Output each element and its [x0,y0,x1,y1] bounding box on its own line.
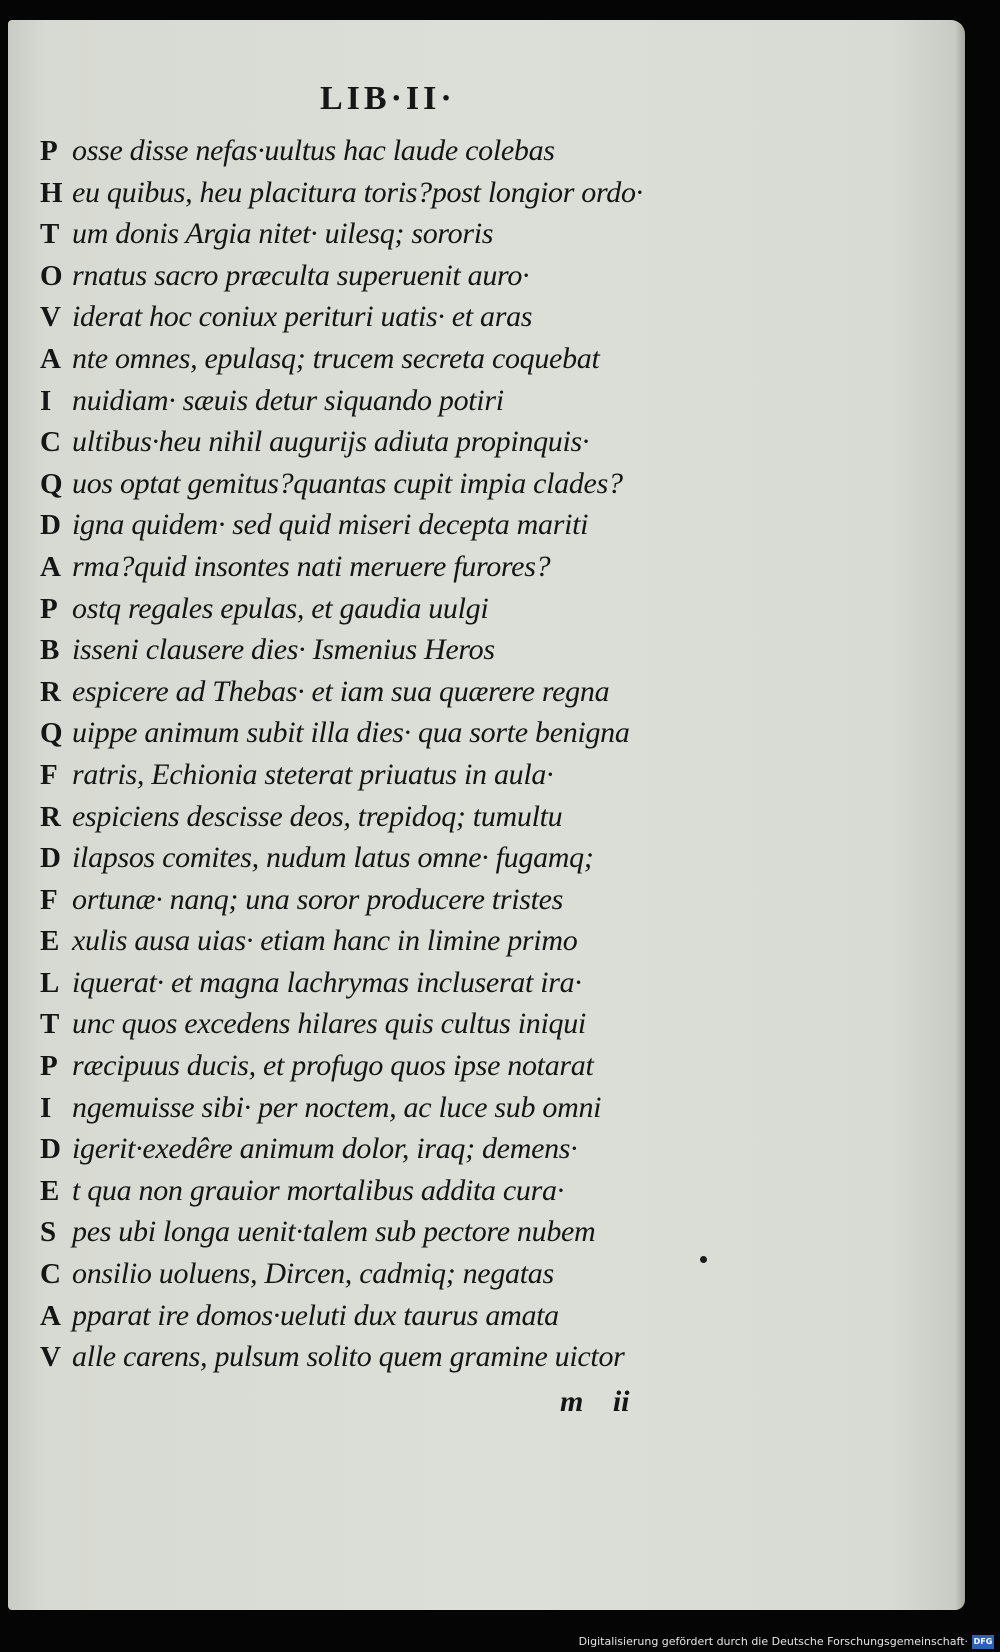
verse-initial: L [40,966,60,999]
verse-text: uippe animum subit illa dies· qua sorte benigna [72,716,630,750]
verse-text: eu quibus, heu placitura toris?post longior ordo· [72,175,643,209]
verse-initial: A [40,550,61,583]
verse-line [40,172,940,214]
verse-text: alle carens, pulsum solito quem gramine uictor [72,1340,625,1374]
verse-line [40,879,940,921]
verse-line [40,546,940,588]
verse-text: iderat hoc coniux perituri uatis· et aras [72,300,533,334]
verse-initial: A [40,342,61,375]
verse-text: ngemuisse sibi· per noctem, ac luce sub omni [72,1090,602,1124]
verse-line [40,1253,940,1295]
verse-line [40,338,940,380]
verse-initial: P [40,1050,58,1083]
verse-line [40,837,940,879]
dfg-logo-icon: DFG [972,1635,994,1649]
verse-line [40,671,940,713]
page-edge-shadow [955,20,965,1610]
verse-initial: V [40,301,61,334]
verse-line [40,1045,940,1087]
verse-text: um donis Argia nitet· uilesq; sororis [72,217,494,251]
verse-text: uos optat gemitus?quantas cupit impia clades? [72,466,623,500]
verse-line [40,1336,940,1378]
verse-initial: D [40,842,61,875]
verse-line [40,754,940,796]
verse-text: igerit·exedêre animum dolor, iraq; demens· [72,1132,578,1166]
verse-text: t qua non grauior mortalibus addita cura· [72,1173,564,1207]
verse-text: pparat ire domos·ueluti dux taurus amata [72,1298,559,1332]
verse-line [40,920,940,962]
verse-text: nte omnes, epulasq; trucem secreta coquebat [72,341,600,375]
verse-text: pes ubi longa uenit·talem sub pectore nubem [72,1215,596,1249]
verse-initial: I [40,384,52,417]
verse-line [40,296,940,338]
verse-initial: S [40,1216,57,1249]
verse-line [40,712,940,754]
verse-initial: D [40,1133,61,1166]
verse-initial: E [40,1174,60,1207]
verse-line [40,380,940,422]
footer-credit: Digitalisierung gefördert durch die Deutsche Forschungsgemeinschaft· [578,1635,968,1648]
verse-line [40,1295,940,1337]
verse-line [40,1170,940,1212]
running-head: LIB·II· [320,80,456,117]
verse-initial: T [40,218,60,251]
verse-text: espiciens descisse deos, trepidoq; tumultu [72,799,563,833]
verse-initial: R [40,675,61,708]
verse-line [40,504,940,546]
verse-line [40,421,940,463]
verse-line [40,588,940,630]
verse-initial: C [40,426,61,459]
verse-text: ratris, Echionia steterat priuatus in aula· [72,757,554,791]
verse-text: iquerat· et magna lachrymas incluserat ira· [72,965,582,999]
verse-initial: C [40,1258,61,1291]
verse-initial: Q [40,717,63,750]
verse-initial: P [40,135,58,167]
verse-line [40,1211,940,1253]
signature-mark: m ii [560,1385,630,1418]
verse-line [40,130,940,172]
verse-line [40,1087,940,1129]
verse-line [40,255,940,297]
verse-initial: Q [40,467,63,500]
verse-initial: I [40,1091,52,1124]
verse-line [40,1128,940,1170]
verse-text: ræcipuus ducis, et profugo quos ipse notarat [72,1049,594,1083]
verse-line [40,796,940,838]
verse-block [40,130,940,1378]
verse-line [40,213,940,255]
verse-text: osse disse nefas·uultus hac laude colebas [72,134,555,167]
verse-text: ortunæ· nanq; una soror producere tristes [72,882,564,916]
verse-text: unc quos excedens hilares quis cultus iniqui [72,1007,586,1041]
verse-initial: V [40,1341,61,1374]
verse-text: igna quidem· sed quid miseri decepta mariti [72,508,589,542]
verse-text: espicere ad Thebas· et iam sua quærere regna [72,674,610,708]
verse-initial: E [40,925,60,958]
verse-line [40,962,940,1004]
verse-text: ostq regales epulas, et gaudia uulgi [72,591,489,625]
verse-text: onsilio uoluens, Dircen, cadmiq; negatas [72,1257,554,1291]
verse-text: isseni clausere dies· Ismenius Heros [72,633,495,667]
ink-dot [700,1256,707,1263]
verse-text: ilapsos comites, nudum latus omne· fugamq; [72,841,594,875]
verse-initial: T [40,1008,60,1041]
verse-text: rma?quid insontes nati meruere furores? [72,549,551,583]
verse-initial: D [40,509,61,542]
verse-text: nuidiam· sæuis detur siquando potiri [72,383,504,417]
verse-text: xulis ausa uias· etiam hanc in limine primo [72,924,578,958]
verse-initial: B [40,634,60,667]
verse-initial: O [40,259,63,292]
verse-initial: H [40,176,63,209]
verse-initial: F [40,883,58,916]
verse-initial: A [40,1299,61,1332]
verse-line [40,1003,940,1045]
verse-line [40,463,940,505]
verse-text: ultibus·heu nihil augurijs adiuta propinquis· [72,425,590,459]
verse-initial: F [40,758,58,791]
verse-line [40,629,940,671]
footer-bar [0,1630,1000,1652]
verse-initial: R [40,800,61,833]
verse-initial: P [40,592,58,625]
verse-text: rnatus sacro præculta superuenit auro· [72,258,530,292]
